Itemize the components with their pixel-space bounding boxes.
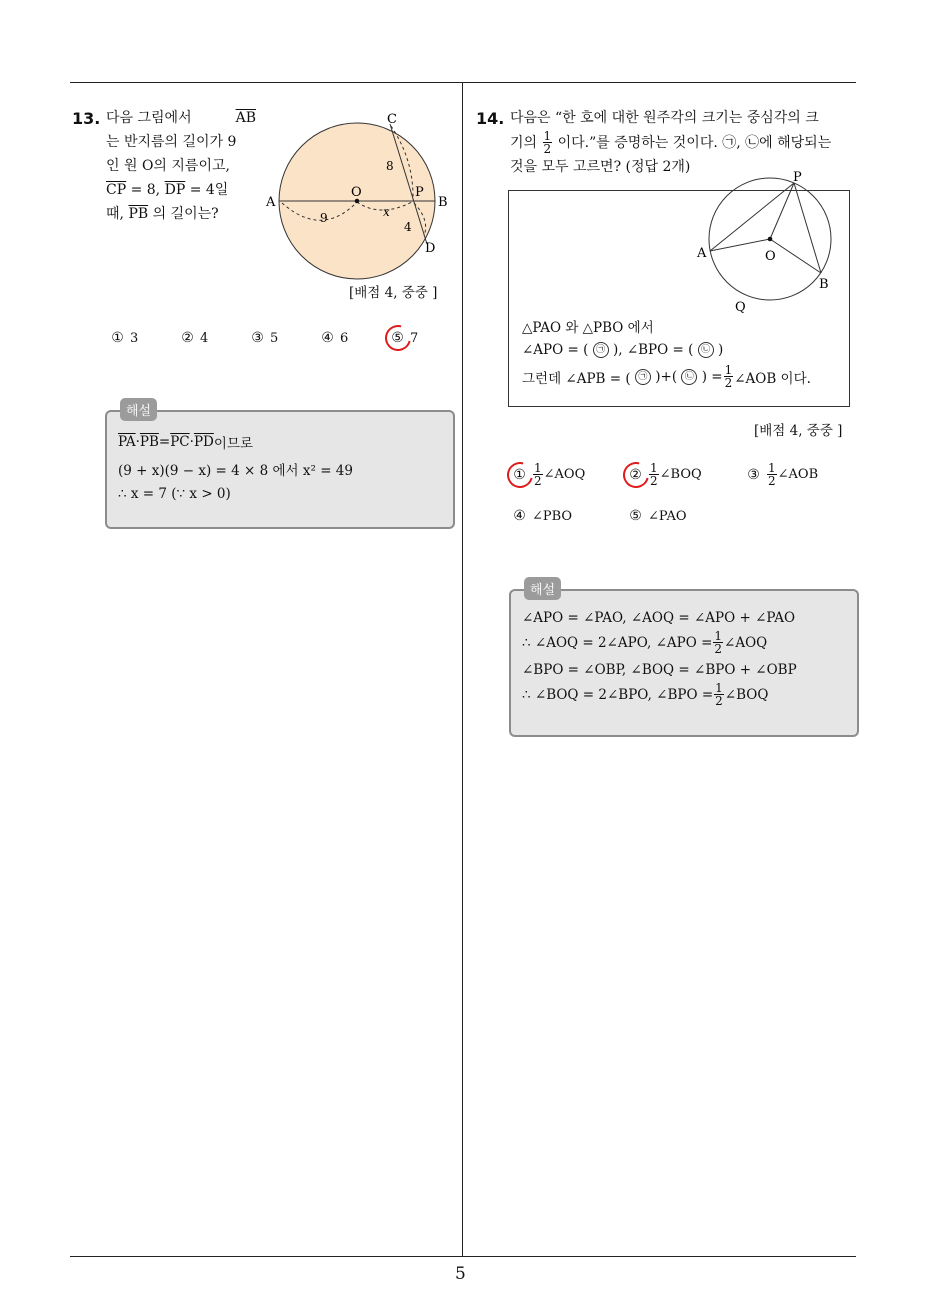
q14-choice-1[interactable]: ① $\frac{1}{2}$ ∠AOQ: [513, 461, 586, 488]
q13-choice-1[interactable]: ① 3: [111, 330, 139, 346]
q14-solution-line1: ∠APO = ∠PAO, ∠AOQ = ∠APO + ∠PAO: [522, 610, 796, 626]
q13-score: [배점 4, 중중 ]: [349, 285, 438, 301]
label-P: P: [793, 170, 802, 185]
page-number: 5: [455, 1264, 466, 1284]
q13-solution-line2: (9 + x)(9 − x) = 4 × 8 에서 x² = 49: [118, 463, 353, 479]
q13-choice-2[interactable]: ② 4: [181, 330, 209, 346]
label-P: P: [415, 185, 424, 200]
q13-solution-tag: 해설: [120, 398, 157, 421]
label-Q: Q: [735, 300, 746, 315]
q14-solution-tag: 해설: [524, 577, 561, 600]
answer-mark: ②: [629, 466, 642, 483]
q13-text: 다음 그림에서 $\overline{AB}$ 는 반지름의 길이가 9 인 원 O의 지름이고, $\overline{CP} = 8$, $\overline{DP} = 4$일 때, $\overline{PB}$ 의 길이는?: [106, 110, 256, 222]
column-divider: [462, 82, 463, 1256]
q13-choice-5[interactable]: ⑤ 7: [391, 330, 419, 346]
label-4: 4: [404, 220, 412, 234]
q14-solution-line2: ∴ ∠AOQ = 2∠APO, ∠APO = $\frac{1}{2}$ ∠AOQ: [522, 629, 768, 656]
label-8: 8: [386, 159, 394, 173]
label-9: 9: [320, 211, 328, 225]
q14-choice-3[interactable]: ③ $\frac{1}{2}$ ∠AOB: [747, 461, 819, 488]
label-A: A: [697, 246, 707, 261]
q13-circle-figure: [262, 110, 462, 285]
q14-choice-2[interactable]: ② $\frac{1}{2}$ ∠BOQ: [629, 461, 702, 488]
bottom-rule: [70, 1256, 856, 1257]
proof-line2: ∠APO = ( ㉠ ), ∠BPO = ( ㉡ ): [522, 342, 724, 358]
q14-number: 14.: [476, 109, 505, 128]
q14-solution-line3: ∠BPO = ∠OBP, ∠BOQ = ∠BPO + ∠OBP: [522, 662, 797, 678]
q14-solution-line4: ∴ ∠BOQ = 2∠BPO, ∠BPO = $\frac{1}{2}$ ∠BOQ: [522, 681, 769, 708]
label-B: B: [438, 195, 448, 210]
q13-number: 13.: [72, 109, 101, 128]
q13-solution-line1: $\overline{PA}$ · $\overline{PB}$ = $\overline{PC}$ · $\overline{PD}$ 이므로: [118, 434, 253, 452]
label-A: A: [266, 195, 276, 210]
answer-mark: ①: [513, 466, 526, 483]
label-B: B: [819, 277, 829, 292]
answer-mark: ⑤: [391, 330, 404, 346]
label-O: O: [765, 249, 776, 264]
label-D: D: [425, 241, 436, 256]
label-C: C: [387, 112, 397, 127]
q14-choice-5[interactable]: ⑤ ∠PAO: [629, 508, 687, 524]
q14-score: [배점 4, 중중 ]: [754, 423, 843, 439]
q14-circle-figure: [690, 165, 840, 315]
proof-line3: 그런데 ∠APB = ( ㉠ )+( ㉡ ) = $\frac{1}{2}$ ∠AOB 이다.: [522, 363, 811, 390]
proof-line1: △PAO 와 △PBO 에서: [522, 320, 654, 336]
q14-choice-4[interactable]: ④ ∠PBO: [513, 508, 573, 524]
q13-choice-3[interactable]: ③ 5: [251, 330, 279, 346]
label-O: O: [351, 185, 362, 200]
label-x: x: [383, 205, 390, 219]
q14-text: 다음은 “한 호에 대한 원주각의 크기는 중심각의 크 기의 $\frac{1}{2}$ 이다.”를 증명하는 것이다. ㉠, ㉡에 해당되는 것을 모두 고르면? (정답 2개): [510, 110, 832, 175]
q13-choice-4[interactable]: ④ 6: [321, 330, 349, 346]
q13-solution-line3: ∴ x = 7 (∵ x > 0): [118, 486, 231, 502]
top-rule: [70, 82, 856, 83]
